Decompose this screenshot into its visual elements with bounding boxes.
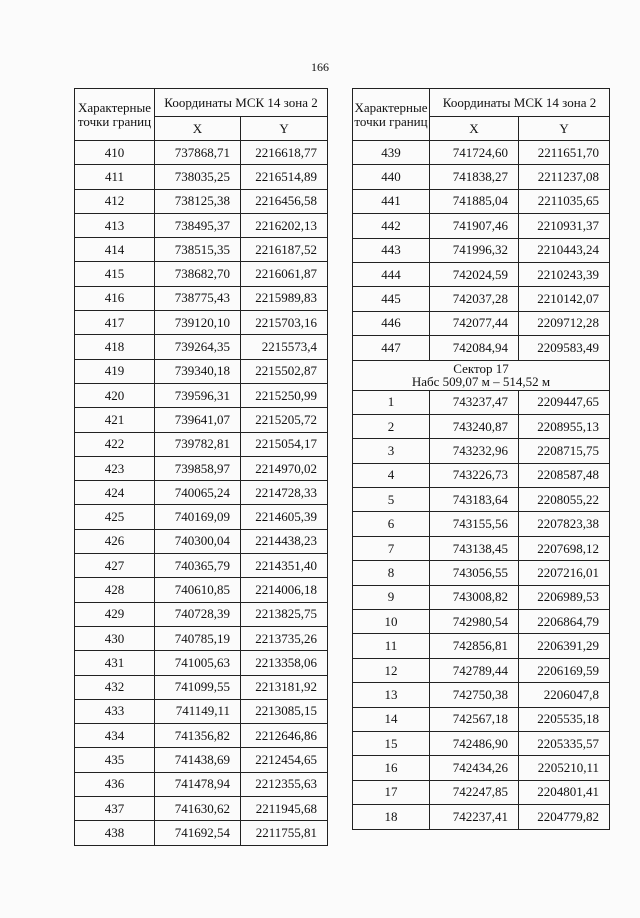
x-coordinate-cell: 741478,94 — [155, 772, 241, 796]
y-coordinate-cell: 2213085,15 — [241, 699, 328, 723]
x-coordinate-cell: 738775,43 — [155, 286, 241, 310]
x-coordinate-cell: 742247,85 — [430, 780, 519, 804]
y-coordinate-cell: 2208587,48 — [519, 463, 610, 487]
point-number-cell: 2 — [353, 414, 430, 438]
x-coordinate-cell: 738495,37 — [155, 213, 241, 237]
y-coordinate-cell: 2215502,87 — [241, 359, 328, 383]
point-number-cell: 8 — [353, 561, 430, 585]
x-coordinate-cell: 740785,19 — [155, 626, 241, 650]
y-coordinate-cell: 2216514,89 — [241, 165, 328, 189]
table-row — [353, 756, 610, 780]
x-coordinate-cell: 738682,70 — [155, 262, 241, 286]
point-column-header: Характерные точки границ — [75, 89, 155, 141]
x-coordinate-cell: 739340,18 — [155, 359, 241, 383]
point-number-cell: 438 — [75, 821, 155, 845]
table-row — [75, 481, 328, 505]
sector-row — [353, 360, 610, 390]
table-row — [353, 780, 610, 804]
y-coordinate-cell: 2216061,87 — [241, 262, 328, 286]
point-number-cell: 7 — [353, 536, 430, 560]
table-row — [353, 311, 610, 335]
x-coordinate-cell: 743237,47 — [430, 390, 519, 414]
y-coordinate-cell: 2209447,65 — [519, 390, 610, 414]
y-coordinate-cell: 2215573,4 — [241, 335, 328, 359]
y-coordinate-cell: 2211755,81 — [241, 821, 328, 845]
table-row — [75, 699, 328, 723]
y-coordinate-cell: 2216618,77 — [241, 141, 328, 165]
y-coordinate-cell: 2216187,52 — [241, 238, 328, 262]
table-row — [353, 463, 610, 487]
point-number-cell: 18 — [353, 805, 430, 829]
x-coordinate-cell: 740610,85 — [155, 578, 241, 602]
x-coordinate-cell: 743240,87 — [430, 414, 519, 438]
y-coordinate-cell: 2208715,75 — [519, 439, 610, 463]
point-number-cell: 442 — [353, 214, 430, 238]
y-coordinate-cell: 2211651,70 — [519, 141, 610, 165]
point-number-cell: 436 — [75, 772, 155, 796]
y-coordinate-cell: 2207823,38 — [519, 512, 610, 536]
table-row — [75, 456, 328, 480]
x-coordinate-cell: 740065,24 — [155, 481, 241, 505]
y-coordinate-cell: 2204779,82 — [519, 805, 610, 829]
x-coordinate-cell: 739264,35 — [155, 335, 241, 359]
coords-header: Координаты МСК 14 зона 2 — [155, 89, 328, 117]
table-row — [75, 748, 328, 772]
point-number-cell: 417 — [75, 311, 155, 335]
table-row — [75, 529, 328, 553]
y-coordinate-cell: 2212355,63 — [241, 772, 328, 796]
point-number-cell: 445 — [353, 287, 430, 311]
table-row — [75, 821, 328, 845]
point-number-cell: 17 — [353, 780, 430, 804]
x-coordinate-cell: 742024,59 — [430, 262, 519, 286]
table-row — [353, 658, 610, 682]
y-coordinate-cell: 2209712,28 — [519, 311, 610, 335]
y-coordinate-cell: 2213735,26 — [241, 626, 328, 650]
y-coordinate-cell: 2206047,8 — [519, 683, 610, 707]
y-column-header: Y — [241, 117, 328, 141]
y-coordinate-cell: 2208955,13 — [519, 414, 610, 438]
right-table-body-top — [353, 141, 610, 361]
table-row — [353, 561, 610, 585]
point-number-cell: 432 — [75, 675, 155, 699]
x-coordinate-cell: 743008,82 — [430, 585, 519, 609]
table-row — [353, 610, 610, 634]
x-coordinate-cell: 741838,27 — [430, 165, 519, 189]
x-coordinate-cell: 740365,79 — [155, 554, 241, 578]
table-row — [353, 488, 610, 512]
x-coordinate-cell: 742789,44 — [430, 658, 519, 682]
point-number-cell: 1 — [353, 390, 430, 414]
point-number-cell: 411 — [75, 165, 155, 189]
y-coordinate-cell: 2215703,16 — [241, 311, 328, 335]
x-coordinate-cell: 742237,41 — [430, 805, 519, 829]
x-coordinate-cell: 742567,18 — [430, 707, 519, 731]
x-coordinate-cell: 739782,81 — [155, 432, 241, 456]
x-coordinate-cell: 738515,35 — [155, 238, 241, 262]
y-coordinate-cell: 2214006,18 — [241, 578, 328, 602]
point-number-cell: 433 — [75, 699, 155, 723]
table-row — [353, 585, 610, 609]
point-number-cell: 426 — [75, 529, 155, 553]
y-coordinate-cell: 2207698,12 — [519, 536, 610, 560]
y-coordinate-cell: 2216202,13 — [241, 213, 328, 237]
table-row — [353, 512, 610, 536]
x-coordinate-cell: 742750,38 — [430, 683, 519, 707]
point-number-cell: 425 — [75, 505, 155, 529]
table-row — [353, 141, 610, 165]
table-row — [75, 675, 328, 699]
point-number-cell: 447 — [353, 336, 430, 360]
point-number-cell: 435 — [75, 748, 155, 772]
x-coordinate-cell: 739596,31 — [155, 383, 241, 407]
table-row — [353, 707, 610, 731]
table-row — [75, 408, 328, 432]
point-number-cell: 415 — [75, 262, 155, 286]
y-coordinate-cell: 2205335,57 — [519, 731, 610, 755]
table-row — [75, 626, 328, 650]
point-number-cell: 13 — [353, 683, 430, 707]
y-coordinate-cell: 2213358,06 — [241, 651, 328, 675]
coordinates-table-left — [74, 88, 328, 846]
point-number-cell: 414 — [75, 238, 155, 262]
x-coordinate-cell: 741907,46 — [430, 214, 519, 238]
point-number-cell: 427 — [75, 554, 155, 578]
y-coordinate-cell: 2205210,11 — [519, 756, 610, 780]
right-table-body-bottom — [353, 390, 610, 829]
point-number-cell: 416 — [75, 286, 155, 310]
point-number-cell: 431 — [75, 651, 155, 675]
point-number-cell: 428 — [75, 578, 155, 602]
x-coordinate-cell: 743155,56 — [430, 512, 519, 536]
table-row — [75, 213, 328, 237]
x-coordinate-cell: 741356,82 — [155, 724, 241, 748]
sector-subtitle: Набс 509,07 м – 514,52 м — [411, 374, 551, 390]
y-coordinate-cell: 2212454,65 — [241, 748, 328, 772]
point-number-cell: 14 — [353, 707, 430, 731]
point-number-cell: 413 — [75, 213, 155, 237]
x-coordinate-cell: 742037,28 — [430, 287, 519, 311]
table-row — [353, 189, 610, 213]
x-coordinate-cell: 740169,09 — [155, 505, 241, 529]
point-number-cell: 440 — [353, 165, 430, 189]
table-row — [75, 432, 328, 456]
table-row — [353, 805, 610, 829]
table-row — [75, 238, 328, 262]
point-number-cell: 422 — [75, 432, 155, 456]
point-number-cell: 437 — [75, 797, 155, 821]
point-number-cell: 12 — [353, 658, 430, 682]
x-coordinate-cell: 740728,39 — [155, 602, 241, 626]
table-row — [353, 414, 610, 438]
table-row — [75, 189, 328, 213]
table-row — [75, 141, 328, 165]
table-row — [353, 287, 610, 311]
point-number-cell: 443 — [353, 238, 430, 262]
x-coordinate-cell: 739120,10 — [155, 311, 241, 335]
point-number-cell: 9 — [353, 585, 430, 609]
point-number-cell: 421 — [75, 408, 155, 432]
table-row — [353, 390, 610, 414]
y-coordinate-cell: 2210142,07 — [519, 287, 610, 311]
sector-cell — [353, 360, 610, 390]
table-row — [75, 262, 328, 286]
x-coordinate-cell: 741885,04 — [430, 189, 519, 213]
x-coordinate-cell: 743232,96 — [430, 439, 519, 463]
x-coordinate-cell: 738125,38 — [155, 189, 241, 213]
point-number-cell: 439 — [353, 141, 430, 165]
coordinates-table-right — [352, 88, 610, 830]
point-number-cell: 4 — [353, 463, 430, 487]
x-coordinate-cell: 740300,04 — [155, 529, 241, 553]
y-coordinate-cell: 2210443,24 — [519, 238, 610, 262]
point-number-cell: 446 — [353, 311, 430, 335]
x-coordinate-cell: 741692,54 — [155, 821, 241, 845]
table-row — [75, 772, 328, 796]
x-coordinate-cell: 742084,94 — [430, 336, 519, 360]
y-coordinate-cell: 2215989,83 — [241, 286, 328, 310]
table-row — [75, 602, 328, 626]
y-coordinate-cell: 2211237,08 — [519, 165, 610, 189]
table-row — [353, 634, 610, 658]
table-row — [353, 336, 610, 360]
y-coordinate-cell: 2211035,65 — [519, 189, 610, 213]
x-coordinate-cell: 741630,62 — [155, 797, 241, 821]
point-number-cell: 419 — [75, 359, 155, 383]
point-number-cell: 412 — [75, 189, 155, 213]
point-number-cell: 16 — [353, 756, 430, 780]
point-number-cell: 10 — [353, 610, 430, 634]
table-row — [75, 797, 328, 821]
y-coordinate-cell: 2204801,41 — [519, 780, 610, 804]
sector-title: Сектор 17 — [453, 361, 509, 377]
x-coordinate-cell: 741099,55 — [155, 675, 241, 699]
x-coordinate-cell: 741005,63 — [155, 651, 241, 675]
x-coordinate-cell: 742980,54 — [430, 610, 519, 634]
point-column-header: Характерные точки границ — [353, 89, 430, 141]
x-coordinate-cell: 739641,07 — [155, 408, 241, 432]
point-number-cell: 429 — [75, 602, 155, 626]
y-coordinate-cell: 2210243,39 — [519, 262, 610, 286]
y-coordinate-cell: 2208055,22 — [519, 488, 610, 512]
table-row — [353, 262, 610, 286]
point-number-cell: 420 — [75, 383, 155, 407]
table-row — [75, 383, 328, 407]
left-table-body — [75, 141, 328, 846]
x-coordinate-cell: 741149,11 — [155, 699, 241, 723]
y-coordinate-cell: 2211945,68 — [241, 797, 328, 821]
table-row — [75, 651, 328, 675]
y-coordinate-cell: 2207216,01 — [519, 561, 610, 585]
table-row — [75, 578, 328, 602]
x-coordinate-cell: 743226,73 — [430, 463, 519, 487]
point-number-cell: 430 — [75, 626, 155, 650]
x-column-header: X — [155, 117, 241, 141]
y-coordinate-cell: 2214438,23 — [241, 529, 328, 553]
point-number-cell: 3 — [353, 439, 430, 463]
x-coordinate-cell: 737868,71 — [155, 141, 241, 165]
table-row — [75, 724, 328, 748]
point-number-cell: 444 — [353, 262, 430, 286]
sector-section — [353, 360, 610, 390]
table-row — [75, 335, 328, 359]
y-coordinate-cell: 2213181,92 — [241, 675, 328, 699]
x-coordinate-cell: 742856,81 — [430, 634, 519, 658]
x-coordinate-cell: 738035,25 — [155, 165, 241, 189]
table-row — [353, 165, 610, 189]
x-coordinate-cell: 743138,45 — [430, 536, 519, 560]
y-coordinate-cell: 2206169,59 — [519, 658, 610, 682]
table-row — [75, 311, 328, 335]
table-row — [75, 286, 328, 310]
y-coordinate-cell: 2206989,53 — [519, 585, 610, 609]
y-coordinate-cell: 2212646,86 — [241, 724, 328, 748]
point-number-cell: 418 — [75, 335, 155, 359]
point-number-cell: 5 — [353, 488, 430, 512]
y-coordinate-cell: 2205535,18 — [519, 707, 610, 731]
y-coordinate-cell: 2214605,39 — [241, 505, 328, 529]
y-coordinate-cell: 2210931,37 — [519, 214, 610, 238]
table-row — [353, 439, 610, 463]
point-number-cell: 424 — [75, 481, 155, 505]
table-row — [75, 554, 328, 578]
x-coordinate-cell: 742077,44 — [430, 311, 519, 335]
y-coordinate-cell: 2213825,75 — [241, 602, 328, 626]
y-coordinate-cell: 2214351,40 — [241, 554, 328, 578]
y-coordinate-cell: 2214970,02 — [241, 456, 328, 480]
x-coordinate-cell: 743056,55 — [430, 561, 519, 585]
point-number-cell: 6 — [353, 512, 430, 536]
point-number-cell: 441 — [353, 189, 430, 213]
point-number-cell: 11 — [353, 634, 430, 658]
y-coordinate-cell: 2216456,58 — [241, 189, 328, 213]
x-coordinate-cell: 741438,69 — [155, 748, 241, 772]
x-column-header: X — [430, 117, 519, 141]
x-coordinate-cell: 741996,32 — [430, 238, 519, 262]
table-row — [353, 536, 610, 560]
table-row — [353, 214, 610, 238]
y-coordinate-cell: 2209583,49 — [519, 336, 610, 360]
point-number-cell: 423 — [75, 456, 155, 480]
x-coordinate-cell: 742434,26 — [430, 756, 519, 780]
table-row — [353, 238, 610, 262]
table-row — [353, 731, 610, 755]
y-coordinate-cell: 2206864,79 — [519, 610, 610, 634]
table-row — [75, 165, 328, 189]
page-number: 166 — [311, 60, 329, 74]
point-number-cell: 15 — [353, 731, 430, 755]
point-number-cell: 434 — [75, 724, 155, 748]
coords-header: Координаты МСК 14 зона 2 — [430, 89, 610, 117]
y-coordinate-cell: 2214728,33 — [241, 481, 328, 505]
y-column-header: Y — [519, 117, 610, 141]
x-coordinate-cell: 739858,97 — [155, 456, 241, 480]
y-coordinate-cell: 2215054,17 — [241, 432, 328, 456]
x-coordinate-cell: 743183,64 — [430, 488, 519, 512]
table-row — [75, 359, 328, 383]
y-coordinate-cell: 2206391,29 — [519, 634, 610, 658]
x-coordinate-cell: 742486,90 — [430, 731, 519, 755]
y-coordinate-cell: 2215250,99 — [241, 383, 328, 407]
table-row — [75, 505, 328, 529]
table-row — [353, 683, 610, 707]
y-coordinate-cell: 2215205,72 — [241, 408, 328, 432]
point-number-cell: 410 — [75, 141, 155, 165]
x-coordinate-cell: 741724,60 — [430, 141, 519, 165]
